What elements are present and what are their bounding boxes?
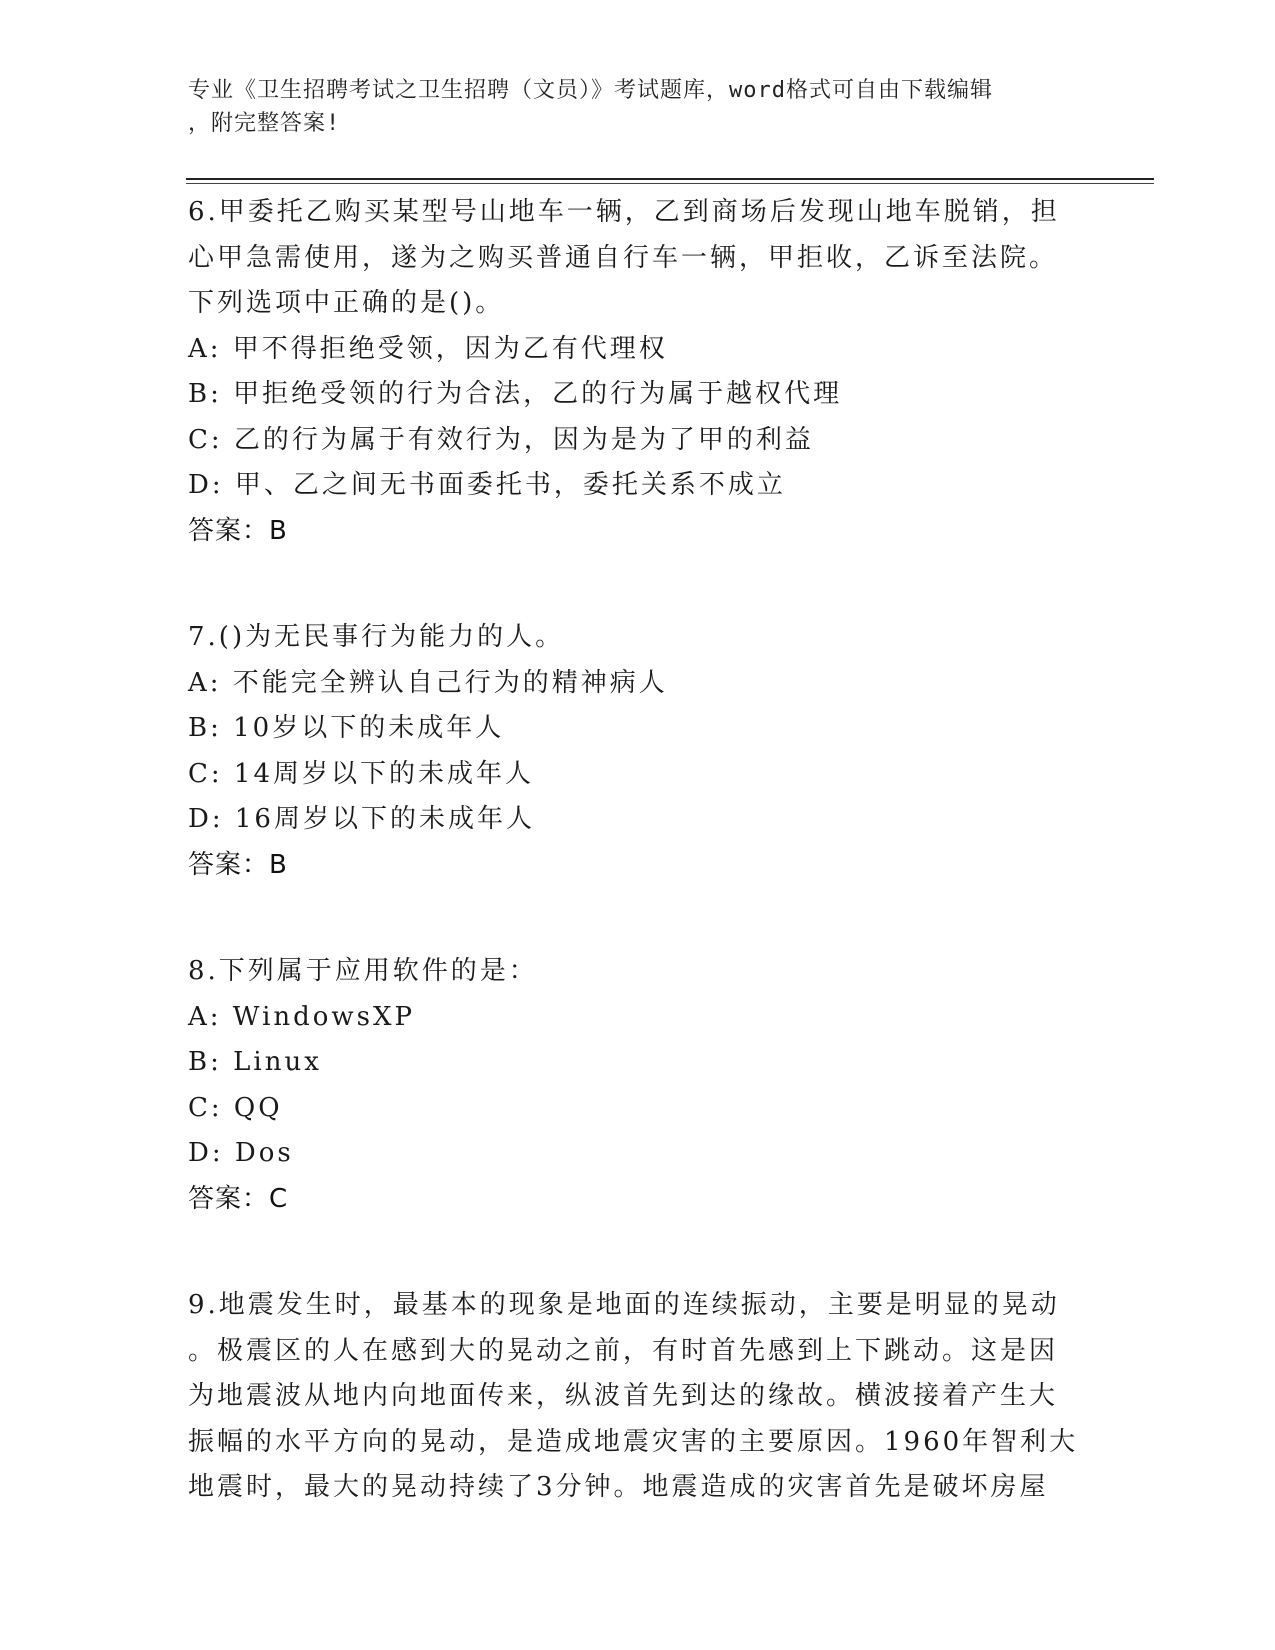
question-text-line: 为地震波从地内向地面传来，纵波首先到达的缘故。横波接着产生大 — [188, 1381, 1059, 1411]
question-text-line: 7.()为无民事行为能力的人。 — [188, 622, 565, 652]
document-header — [188, 74, 1068, 140]
spacer — [188, 1222, 1068, 1283]
question-text-line: 下列选项中正确的是()。 — [188, 288, 505, 318]
question-list — [188, 190, 1079, 1511]
option-d: D: Dos — [188, 1138, 294, 1168]
option-b: B: 甲拒绝受领的行为合法，乙的行为属于越权代理 — [188, 379, 843, 409]
question-9 — [188, 1283, 1079, 1511]
option-d: D: 甲、乙之间无书面委托书，委托关系不成立 — [188, 470, 786, 500]
option-c: C: 14周岁以下的未成年人 — [188, 758, 535, 789]
question-text-line: 振幅的水平方向的晃动，是造成地震灾害的主要原因。1960年智利大 — [188, 1426, 1079, 1457]
answer-label: 答案：C — [188, 1183, 289, 1214]
answer-label: 答案：B — [188, 515, 288, 546]
question-text-line: 8.下列属于应用软件的是： — [188, 956, 538, 986]
option-b: B: Linux — [188, 1047, 322, 1077]
option-a: A: 不能完全辨认自己行为的精神病人 — [188, 667, 668, 698]
header-divider-thick — [186, 178, 1154, 180]
option-c: C: QQ — [188, 1092, 283, 1123]
spacer — [188, 888, 1068, 949]
option-a: A: WindowsXP — [188, 1001, 416, 1032]
question-text-line: 9.地震发生时，最基本的现象是地面的连续振动，主要是明显的晃动 — [188, 1290, 1060, 1320]
option-b: B: 10岁以下的未成年人 — [188, 713, 505, 743]
question-text-line: 心甲急需使用，遂为之购买普通自行车一辆，甲拒收，乙诉至法院。 — [188, 242, 1059, 273]
option-c: C: 乙的行为属于有效行为，因为是为了甲的利益 — [188, 424, 814, 455]
question-text-line: 6.甲委托乙购买某型号山地车一辆，乙到商场后发现山地车脱销，担 — [188, 197, 1060, 227]
option-d: D: 16周岁以下的未成年人 — [188, 804, 535, 834]
question-text-line: 。极震区的人在感到大的晃动之前，有时首先感到上下跳动。这是因 — [188, 1335, 1059, 1366]
header-divider-thin — [186, 183, 1154, 184]
option-a: A: 甲不得拒绝受领，因为乙有代理权 — [188, 333, 668, 364]
header-line-2: ，附完整答案! — [188, 111, 341, 136]
question-8 — [188, 949, 1068, 1222]
spacer — [188, 554, 1068, 615]
question-7 — [188, 615, 1068, 888]
question-text-line: 地震时，最大的晃动持续了3分钟。地震造成的灾害首先是破坏房屋 — [188, 1472, 1049, 1502]
header-line-1: 专业《卫生招聘考试之卫生招聘（文员）》考试题库，word格式可自由下载编辑 — [188, 78, 993, 103]
question-6 — [188, 190, 1068, 554]
answer-label: 答案：B — [188, 849, 288, 880]
